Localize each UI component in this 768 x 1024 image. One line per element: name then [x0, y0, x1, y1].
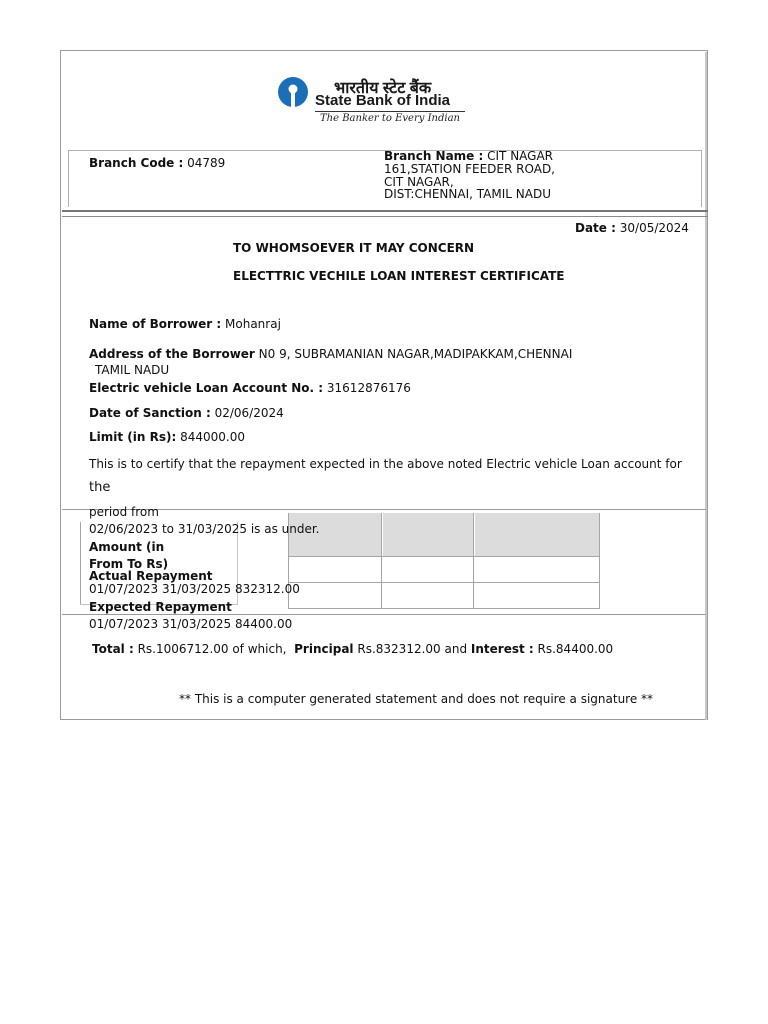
certify-text-line: the: [89, 480, 111, 495]
interest-label: Interest :: [470, 642, 534, 656]
limit-row: [89, 430, 245, 444]
bank-name: State Bank of India: [315, 92, 451, 109]
table-grid-line: [288, 556, 599, 557]
borrower-address-row: [89, 347, 572, 361]
branch-code-label: Branch Code :: [89, 156, 184, 170]
table-grid-line: [381, 513, 382, 609]
borrower-name-row: [89, 317, 281, 331]
actual-repayment-values: 01/07/2023 31/03/2025 832312.00: [89, 582, 300, 596]
sanction-date-row: [89, 406, 284, 420]
certificate-title: ELECTTRIC VECHILE LOAN INTEREST CERTIFICATE: [233, 269, 565, 283]
bank-tagline: The Banker to Every Indian: [320, 113, 460, 124]
branch-name-value: CIT NAGAR: [487, 149, 554, 163]
table-grid-line: [80, 522, 81, 604]
table-header-cell: [383, 513, 473, 556]
borrower-name-label: Name of Borrower :: [89, 317, 222, 331]
limit-label: Limit (in Rs):: [89, 430, 177, 444]
expected-repayment-values: 01/07/2023 31/03/2025 84400.00: [89, 617, 293, 631]
total-label: Total :: [92, 642, 134, 656]
branch-address-line: CIT NAGAR,: [384, 175, 454, 189]
date-row: [575, 221, 689, 235]
borrower-address-line2: TAMIL NADU: [95, 363, 170, 377]
branch-name-row: [384, 149, 553, 163]
section-divider: [62, 216, 708, 217]
loan-account-row: [89, 381, 411, 395]
actual-repayment-label: Actual Repayment: [89, 569, 213, 583]
branch-code-row: [89, 156, 225, 170]
branch-address-line: 161,STATION FEEDER ROAD,: [384, 162, 555, 176]
table-from-to-header: From To Rs): [89, 557, 169, 571]
certify-text-line: 02/06/2023 to 31/03/2025 is as under.: [89, 522, 320, 536]
loan-account-value: 31612876176: [326, 381, 411, 395]
logo-underline: [315, 111, 465, 112]
date-value: 30/05/2024: [619, 221, 689, 235]
total-row: [92, 642, 613, 656]
certify-text-line: period from: [89, 505, 159, 519]
borrower-address-label: Address of the Borrower: [89, 347, 255, 361]
table-bottom-line: [62, 614, 706, 615]
table-grid-line: [288, 608, 599, 609]
bank-name-hindi: भारतीय स्टेट बैंक: [334, 80, 432, 97]
loan-account-label: Electric vehicle Loan Account No. :: [89, 381, 324, 395]
sbi-logo-icon: [277, 76, 309, 108]
concern-heading: TO WHOMSOEVER IT MAY CONCERN: [233, 241, 475, 255]
sanction-date-value: 02/06/2024: [214, 406, 284, 420]
borrower-address-value: N0 9, SUBRAMANIAN NAGAR,MADIPAKKAM,CHENNAI: [258, 347, 573, 361]
principal-label: Principal: [294, 642, 354, 656]
table-header-cell: [475, 513, 599, 556]
certify-text-line: This is to certify that the repayment expected in the above noted Electric vehicle Loan account for: [89, 457, 682, 471]
branch-name-label: Branch Name :: [384, 149, 484, 163]
principal-value: Rs.832312.00 and: [357, 642, 468, 656]
frame-shadow-right: [705, 52, 707, 720]
branch-code-value: 04789: [187, 156, 226, 170]
expected-repayment-label: Expected Repayment: [89, 600, 232, 614]
table-grid-line: [599, 513, 600, 609]
sanction-date-label: Date of Sanction :: [89, 406, 211, 420]
table-grid-line: [473, 513, 474, 609]
limit-value: 844000.00: [180, 430, 246, 444]
borrower-name-value: Mohanraj: [225, 317, 281, 331]
total-amount: Rs.1006712.00 of which,: [137, 642, 287, 656]
section-divider: [62, 210, 708, 212]
table-amount-header: Amount (in: [89, 540, 165, 554]
branch-address-line: DIST:CHENNAI, TAMIL NADU: [384, 187, 551, 201]
interest-value: Rs.84400.00: [537, 642, 614, 656]
table-grid-line: [288, 582, 599, 583]
computer-generated-note: ** This is a computer generated statement and does not require a signature **: [179, 692, 654, 706]
date-label: Date :: [575, 221, 616, 235]
